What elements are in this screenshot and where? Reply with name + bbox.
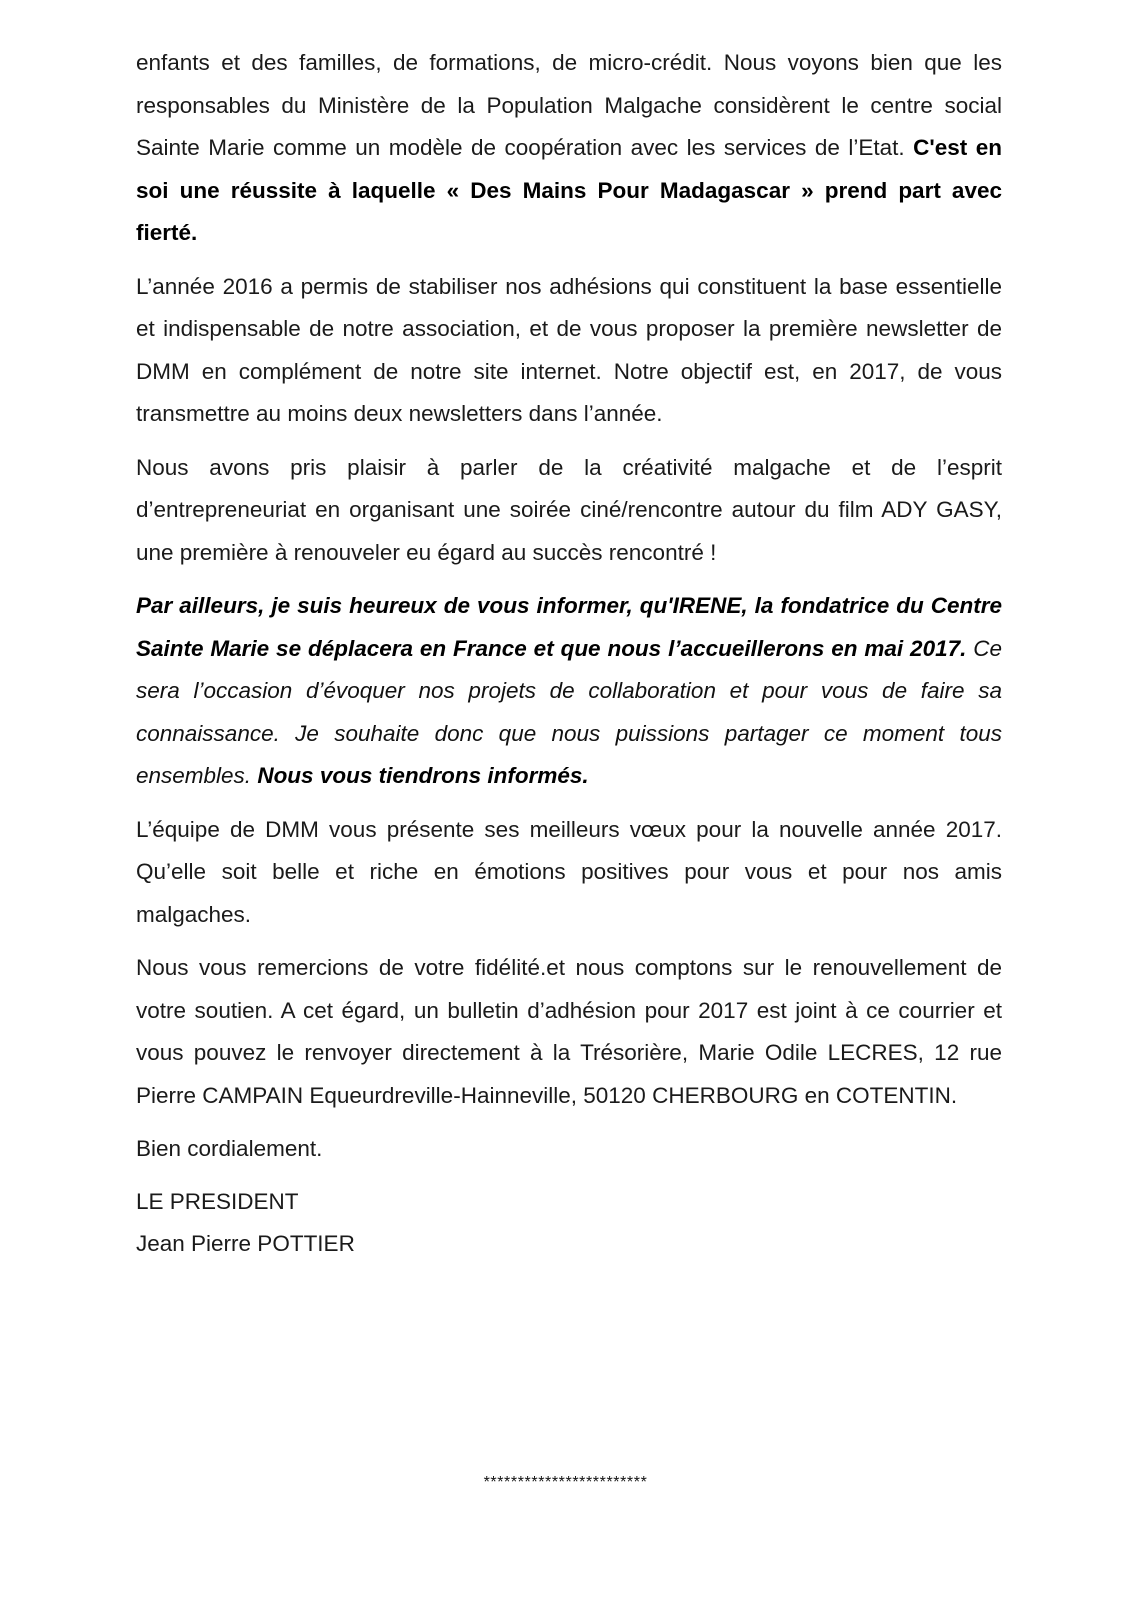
signature-name: Jean Pierre POTTIER (136, 1231, 355, 1256)
paragraph-bold-italic-text: Par ailleurs, je suis heureux de vous informer, qu'IRENE, la fondatrice du Centre Sainte Marie se déplacera en France et que nous l’accueillerons en mai 2017. (136, 593, 1002, 661)
closing-line: Bien cordialement. (136, 1136, 323, 1161)
paragraph-bold-text: C'est en soi une réussite à laquelle « Des Mains Pour Madagascar » prend part avec fierté. (136, 135, 1002, 245)
signature-title: LE PRESIDENT (136, 1188, 299, 1214)
paragraph-adhesions-2016: L’année 2016 a permis de stabiliser nos adhésions qui constituent la base essentielle et indispensable de notre association, et de vous proposer la première newsletter de DMM en complément de notre site internet. Notre objectif est, en 2017, de vous transmettre au moins deux newsletters dans l’année. (136, 273, 1002, 426)
paragraph-voeux-2017: L’équipe de DMM vous présente ses meilleurs vœux pour la nouvelle année 2017. Qu’elle soit belle et riche en émotions positives pour vous et pour nos amis malgaches. (136, 816, 1002, 927)
paragraph-soiree-cine: Nous avons pris plaisir à parler de la créativité malgache et de l’esprit d’entrepreneuriat en organisant une soirée ciné/rencontre autour du film ADY GASY, une première à renouveler eu égard au succès rencontré ! (136, 454, 1002, 565)
paragraph-text: enfants et des familles, de formations, de micro-crédit. Nous voyons bien que les responsables du Ministère de la Population Malgache considèrent le centre social Sainte Marie comme un modèle de coopération avec les services de l’Etat. (136, 50, 1002, 160)
separator-asterisks: ************************ (483, 1474, 648, 1491)
paragraph-italic-text: Ce sera l’occasion d’évoquer nos projets de collaboration et pour vous de faire sa connaissance. Je souhaite donc que nous puissions partager ce moment tous ensembles. (136, 635, 1002, 788)
signature-block (136, 1181, 1002, 1266)
paragraph-bold-italic-end: Nous vous tiendrons informés. (251, 763, 589, 788)
paragraph-irene-visit (136, 585, 1002, 798)
paragraph-renouvellement: Nous vous remercions de votre fidélité.et nous comptons sur le renouvellement de votre soutien. A cet égard, un bulletin d’adhésion pour 2017 est joint à ce courrier et vous pouvez le renvoyer directement à la Trésorière, Marie Odile LECRES, 12 rue Pierre CAMPAIN Equeurdreville-Hainneville, 50120 CHERBOURG en COTENTIN. (136, 955, 1002, 1108)
letter-body (136, 42, 1002, 1266)
paragraph-centre-sainte-marie (136, 42, 1002, 255)
